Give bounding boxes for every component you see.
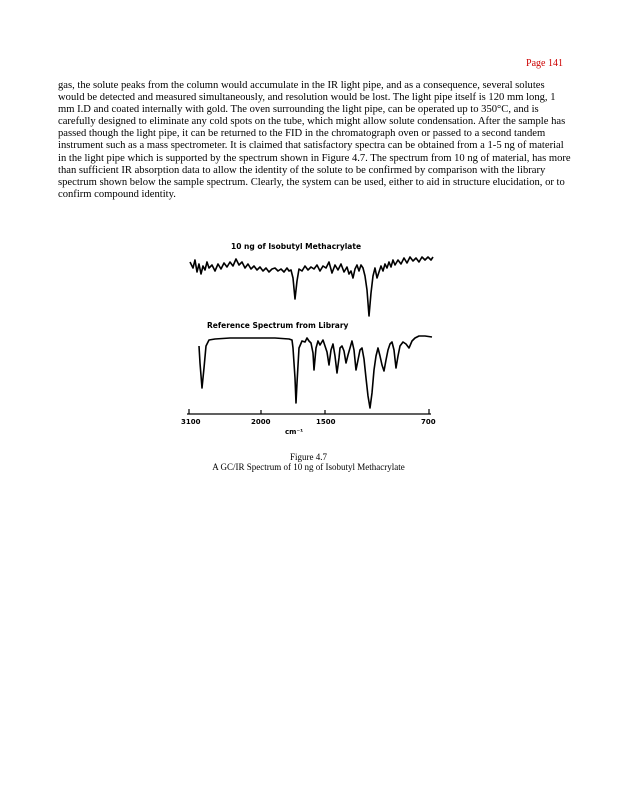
figure-caption-title: A GC/IR Spectrum of 10 ng of Isobutyl Methacrylate — [212, 462, 405, 472]
reference-spectrum-label: Reference Spectrum from Library — [207, 321, 349, 330]
page-number: Page 141 — [526, 58, 563, 69]
tick-label-2000: 2000 — [251, 418, 271, 426]
spectrum-graphic — [181, 238, 445, 448]
body-paragraph — [58, 80, 572, 201]
axis-unit-label: cm⁻¹ — [285, 428, 304, 436]
figure-caption-number: Figure 4.7 — [290, 452, 327, 462]
sample-spectrum-trace — [190, 257, 433, 316]
sample-spectrum-label: 10 ng of Isobutyl Methacrylate — [231, 242, 362, 251]
tick-label-1500: 1500 — [316, 418, 336, 426]
tick-label-3100: 3100 — [181, 418, 201, 426]
ir-spectrum-figure — [181, 238, 445, 458]
reference-spectrum-trace — [199, 336, 432, 408]
paragraph-text: gas, the solute peaks from the column would accumulate in the IR light pipe, and as a consequence, several solutes would be detected and measured simultaneously, and resolution would be lost. The light pipe itself is 120 mm long, 1 mm I.D and coated internally with gold. The oven surrounding the light pipe, can be operated up to 350°C, and is carefully designed to eliminate any cold spots on the tube, which might allow solute condensation. After the sample has passed though the light pipe, it can be returned to the FID in the chromatograph oven or passed to a second tandem instrument such as a mass spectrometer. It is claimed that satisfactory spectra can be obtained from a 1-5 ng of material in the light pipe which is supported by the spectrum shown in Figure 4.7. The spectrum from 10 ng of material, has more than sufficient IR absorption data to allow the identity of the solute to be confirmed by comparison with the library spectrum shown below the sample spectrum. Clearly, the system can be used, either to aid in structure elucidation, or to confirm compound identity. — [58, 80, 571, 200]
tick-label-700: 700 — [421, 418, 436, 426]
